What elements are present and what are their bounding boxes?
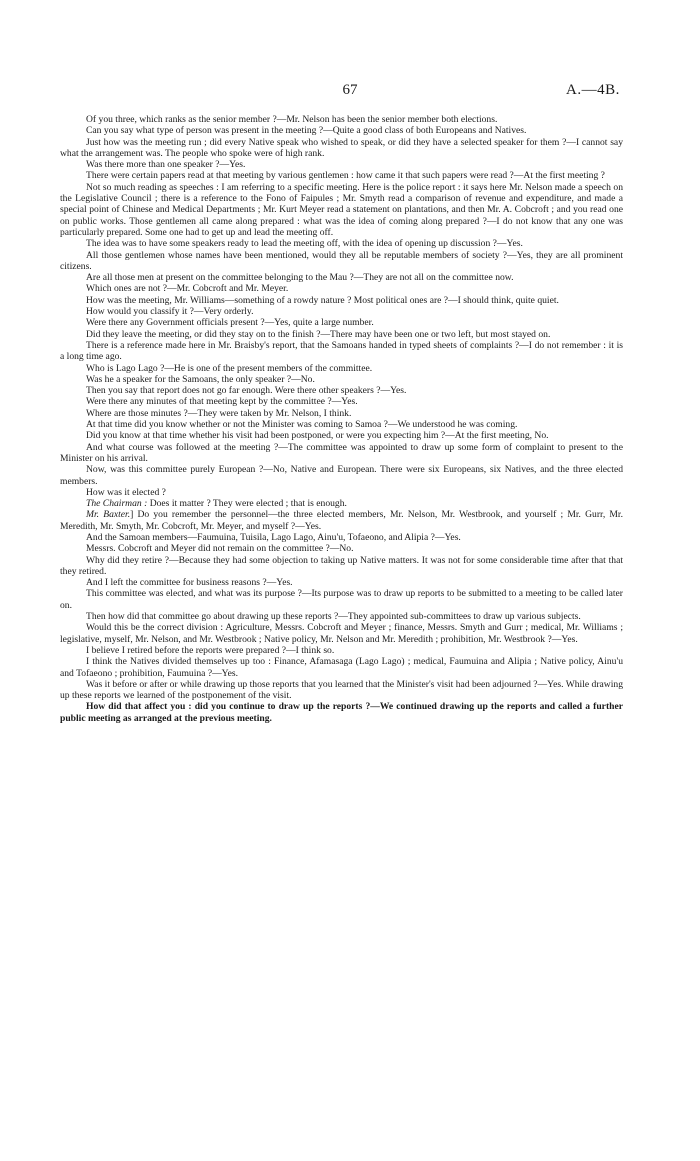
speaker-label: Mr. Baxter. <box>86 509 131 521</box>
paragraph: Was there more than one speaker ?—Yes. <box>86 159 246 171</box>
paragraph: All those gentlemen whose names have been mentioned, would they all be reputable members of society ?—Yes, they are all prominent citizens. <box>60 249 623 272</box>
paragraph: The idea was to have some speakers ready to lead the meeting off, with the idea of opening up discussion ?—Yes. <box>86 238 523 250</box>
paragraph: How would you classify it ?—Very orderly. <box>86 306 254 318</box>
document-reference: A.—4B. <box>566 82 620 98</box>
paragraph: This committee was elected, and what was its purpose ?—Its purpose was to draw up reports to be submitted to a meeting to be called later on. <box>60 588 623 611</box>
paragraph: Messrs. Cobcroft and Meyer did not remain on the committee ?—No. <box>86 543 354 555</box>
paragraph: Did they leave the meeting, or did they stay on to the finish ?—There may have been one or two left, but most stayed on. <box>86 328 551 340</box>
paragraph: How was it elected ? <box>86 486 166 498</box>
paragraph: Not so much reading as speeches : I am referring to a specific meeting. Here is the police report : it says here Mr. Nelson made a speech on the Legislative Council ; there is a reference to the Fono of Faipules ; Mr. Smyth read a comparison of revenue and expenditure, and made a special point of Chinese and Medical Departments ; Mr. Kurt Meyer read a statement on plantations, and then Mr. A. Cobcroft ; and you read one on public works. Those gentlemen all came along prepared : what was the idea of coming along prepared ?—I do not know that any one was particularly prepared. Some one had to get up and lead the meeting off. <box>60 181 623 238</box>
paragraph: There is a reference made here in Mr. Braisby's report, that the Samoans handed in typed sheets of complaints ?—I do not remember : it is a long time ago. <box>60 339 623 363</box>
paragraph: I believe I retired before the reports were prepared ?—I think so. <box>86 644 335 656</box>
paragraph: Then how did that committee go about drawing up these reports ?—They appointed sub-committees to draw up various subjects. <box>86 611 581 623</box>
paragraph: And what course was followed at the meeting ?—The committee was appointed to draw up some form of complaint to present to the Minister on his arrival. <box>60 441 623 464</box>
paragraph: Was it before or after or while drawing up those reports that you learned that the Minister's visit had been adjourned ?—Yes. While drawing up these reports we learned of the postponement of the visit. <box>60 678 623 702</box>
page-number: 67 <box>342 82 358 98</box>
paragraph: Just how was the meeting run ; did every Native speak who wished to speak, or did they have a selected speaker for them ?—I cannot say what the arrangement was. The people who spoke were of high rank. <box>60 136 623 159</box>
paragraph: Can you say what type of person was present in the meeting ?—Quite a good class of both Europeans and Natives. <box>86 125 527 137</box>
paragraph: Then you say that report does not go far enough. Were there other speakers ?—Yes. <box>86 385 407 397</box>
paragraph: Were there any minutes of that meeting kept by the committee ?—Yes. <box>86 396 358 408</box>
paragraph: And the Samoan members—Faumuina, Tuisila, Lago Lago, Ainu'u, Tofaeono, and Alipia ?—Yes. <box>86 531 461 543</box>
paragraph: Are all those men at present on the committee belonging to the Mau ?—They are not all on the committee now. <box>86 272 514 284</box>
paragraph: Mr. Baxter.] Do you remember the personnel—the three elected members, Mr. Nelson, Mr. Westbrook, and yourself ; Mr. Gurr, Mr. Meredith, Mr. Smyth, Mr. Cobcroft, Mr. Meyer, and myself ?—Yes. <box>60 509 623 532</box>
paragraph: I think the Natives divided themselves up too : Finance, Afamasaga (Lago Lago) ; medical, Faumuina and Alipia ; Native policy, Ainu'u and Tofaeono ; prohibition, Faumuina ?—Yes. <box>60 656 623 679</box>
document-body <box>60 114 623 724</box>
paragraph: Of you three, which ranks as the senior member ?—Mr. Nelson has been the senior member both elections. <box>86 114 498 125</box>
paragraph: At that time did you know whether or not the Minister was coming to Samoa ?—We understood he was coming. <box>86 419 518 431</box>
paragraph: Why did they retire ?—Because they had some objection to taking up Native matters. It was not for some considerable time after that that they retired. <box>60 554 623 577</box>
paragraph: And I left the committee for business reasons ?—Yes. <box>86 577 293 589</box>
paragraph: Which ones are not ?—Mr. Cobcroft and Mr. Meyer. <box>86 283 289 295</box>
chairman-paragraph <box>60 498 623 509</box>
chairman-speaker: The Chairman : <box>86 498 148 510</box>
paragraph: Now, was this committee purely European ?—No, Native and European. There were six Europeans, six Natives, and the three elected members. <box>60 464 623 487</box>
paragraph: Where are those minutes ?—They were taken by Mr. Nelson, I think. <box>86 407 352 419</box>
paragraph: Did you know at that time whether his visit had been postponed, or were you expecting him ?—At the first meeting, No. <box>86 430 549 442</box>
chairman-text: Does it matter ? They were elected ; that is enough. <box>149 498 347 510</box>
paragraph: How was the meeting, Mr. Williams—something of a rowdy nature ? Most political ones are ?—I should think, quite quiet. <box>86 294 559 306</box>
paragraph: There were certain papers read at that meeting by various gentlemen : how came it that such papers were read ?—At the first meeting ? <box>86 170 605 182</box>
paragraph: How did that affect you : did you continue to draw up the reports ?—We continued drawing up the reports and called a further public meeting as arranged at the previous meeting. <box>60 701 623 724</box>
paragraph: Who is Lago Lago ?—He is one of the present members of the committee. <box>86 362 373 374</box>
paragraph: Was he a speaker for the Samoans, the only speaker ?—No. <box>86 373 315 385</box>
paragraph: Were there any Government officials present ?—Yes, quite a large number. <box>86 317 374 329</box>
paragraph: Would this be the correct division : Agriculture, Messrs. Cobcroft and Meyer ; finance, Messrs. Smyth and Gurr ; medical, Mr. Williams ; legislative, myself, Mr. Nelson, and Mr. Westbrook ; Native policy, Mr. Nelson and Mr. Meredith ; prohibition, Mr. Westbrook ?—Yes. <box>60 622 623 645</box>
